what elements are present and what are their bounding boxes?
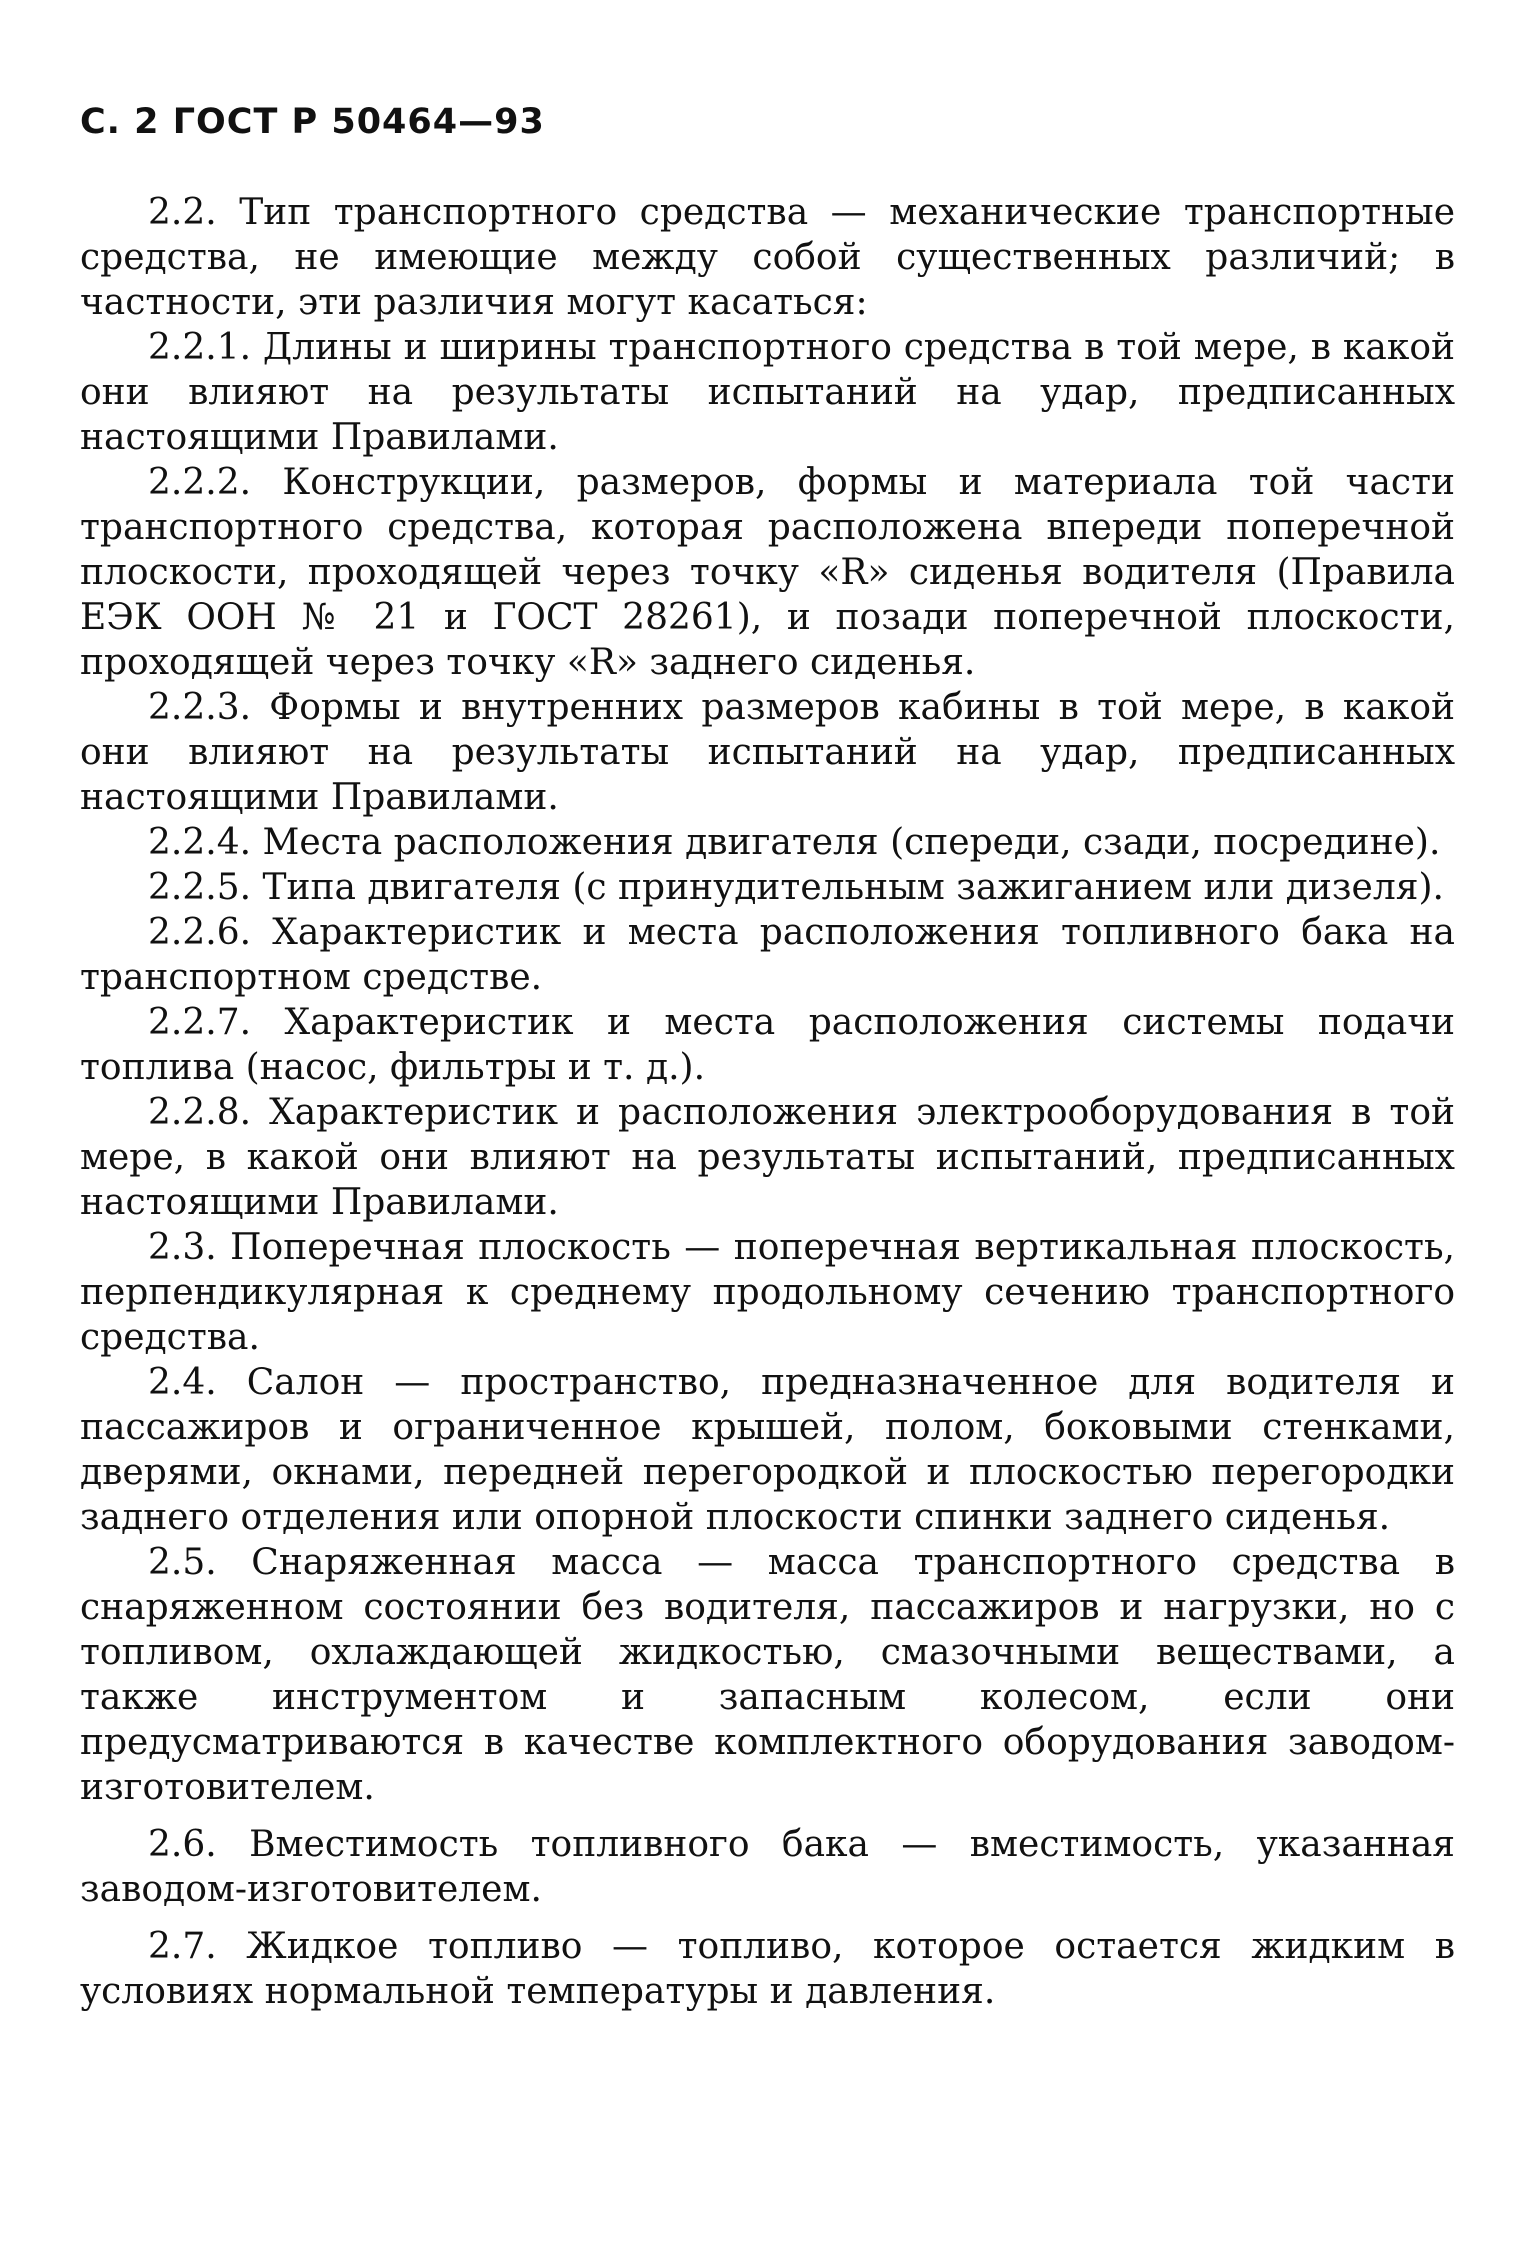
paragraph-2-2-5: 2.2.5. Типа двигателя (с принудительным зажиганием или дизеля).	[148, 867, 1444, 908]
document-body	[80, 190, 1455, 2014]
paragraph-2-5: 2.5. Снаряженная масса — масса транспортного средства в снаряженном состоянии без водителя, пассажиров и нагрузки, но с топливом, охлаждающей жидкостью, смазочными веществами, а также инструментом и запасным колесом, если они предусматриваются в качестве комплектного оборудования заводом-изготовителем.	[80, 1542, 1455, 1808]
running-header: С. 2 ГОСТ Р 50464—93	[80, 102, 545, 142]
paragraph-2-4: 2.4. Салон — пространство, предназначенное для водителя и пассажиров и ограниченное крышей, полом, боковыми стенками, дверями, окнами, передней перегородкой и плоскостью перегородки заднего отделения или опорной плоскости спинки заднего сиденья.	[80, 1362, 1455, 1538]
paragraph-2-7: 2.7. Жидкое топливо — топливо, которое остается жидким в условиях нормальной температуры и давления.	[80, 1926, 1455, 2012]
paragraph-2-2-1: 2.2.1. Длины и ширины транспортного средства в той мере, в какой они влияют на результаты испытаний на удар, предписанных настоящими Правилами.	[80, 327, 1455, 458]
paragraph-2-2-4: 2.2.4. Места расположения двигателя (спереди, сзади, посредине).	[148, 822, 1441, 863]
paragraph-2-2-2: 2.2.2. Конструкции, размеров, формы и материала той части транспортного средства, которая расположена впереди поперечной плоскости, проходящей через точку «R» сиденья водителя (Правила ЕЭК ООН № 21 и ГОСТ 28261), и позади поперечной плоскости, проходящей через точку «R» заднего сиденья.	[80, 462, 1455, 683]
paragraph-2-2-3: 2.2.3. Формы и внутренних размеров кабины в той мере, в какой они влияют на результаты испытаний на удар, предписанных настоящими Правилами.	[80, 687, 1455, 818]
paragraph-2-3: 2.3. Поперечная плоскость — поперечная вертикальная плоскость, перпендикулярная к среднему продольному сечению транспортного средства.	[80, 1227, 1455, 1358]
paragraph-2-6: 2.6. Вместимость топливного бака — вместимость, указанная заводом-изготовителем.	[80, 1824, 1455, 1910]
paragraph-2-2-7: 2.2.7. Характеристик и места расположения системы подачи топлива (насос, фильтры и т. д.).	[80, 1002, 1455, 1088]
paragraph-2-2-6: 2.2.6. Характеристик и места расположения топливного бака на транспортном средстве.	[80, 912, 1455, 998]
paragraph-2-2: 2.2. Тип транспортного средства — механические транспортные средства, не имеющие между собой существенных различий; в частности, эти различия могут касаться:	[80, 192, 1455, 323]
paragraph-2-2-8: 2.2.8. Характеристик и расположения электрооборудования в той мере, в какой они влияют на результаты испытаний, предписанных настоящими Правилами.	[80, 1092, 1455, 1223]
